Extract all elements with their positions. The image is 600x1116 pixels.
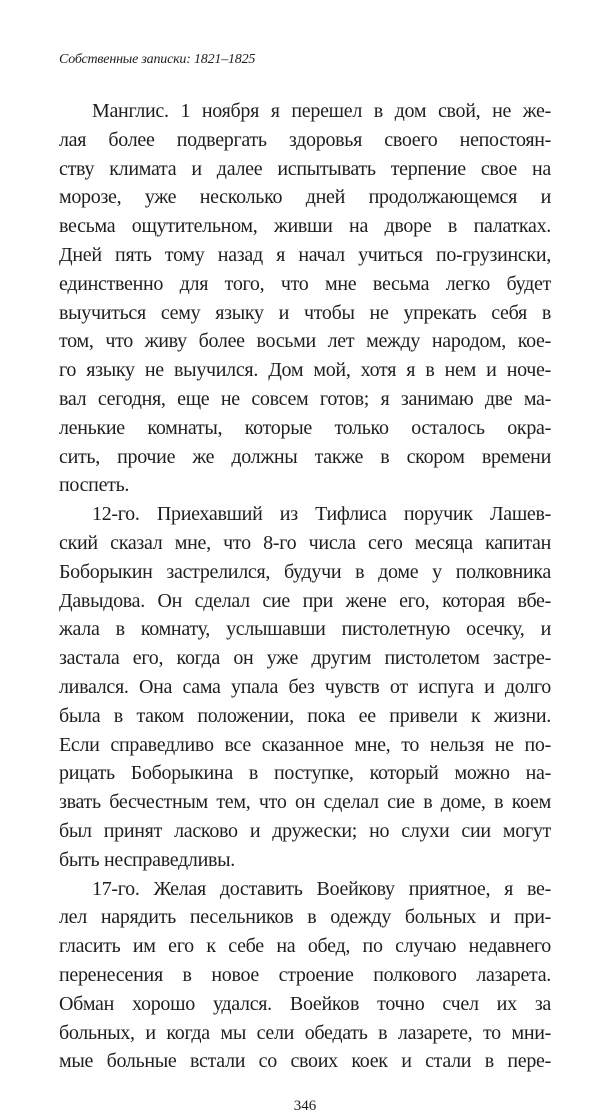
text-line: вал сегодня, еще не совсем готов; я занимаю две ма-	[59, 387, 551, 410]
text-line: был принят ласково и дружески; но слухи сии могут	[59, 819, 551, 842]
text-line: лел нарядить песельников в одежду больных и при-	[59, 906, 551, 929]
text-line: 12-го. Приехавший из Тифлиса поручик Лашев-	[92, 503, 551, 526]
text-line: сить, прочие же должны также в скором времени	[59, 445, 551, 468]
running-header: Собственные записки: 1821–1825	[59, 52, 256, 67]
text-line: Дней пять тому назад я начал учиться по-грузински,	[59, 243, 551, 266]
text-line: звать бесчестным тем, что он сделал сие в доме, в коем	[59, 791, 551, 814]
text-line: поспеть.	[59, 474, 130, 497]
text-line: морозе, уже несколько дней продолжающемся и	[59, 186, 551, 209]
text-line: больных, и когда мы сели обедать в лазарете, то мни-	[59, 1021, 551, 1044]
text-line: застала его, когда он уже другим пистолетом застре-	[59, 647, 551, 670]
text-line: весьма ощутительном, живши на дворе в палатках.	[59, 215, 551, 238]
text-line: лая более подвергать здоровья своего непостоян-	[59, 128, 551, 151]
text-line: была в таком положении, пока ее привели к жизни.	[59, 704, 551, 727]
text-line: ливался. Она сама упала без чувств от испуга и долго	[59, 675, 551, 698]
page-number: 346	[293, 1098, 317, 1115]
text-line: Боборыкин застрелился, будучи в доме у полковника	[59, 560, 551, 583]
text-line: жала в комнату, услышавши пистолетную осечку, и	[59, 618, 551, 641]
text-line: го языку не выучился. Дом мой, хотя я в нем и ноче-	[59, 359, 551, 382]
paragraph	[59, 97, 551, 500]
text-line: Если справедливо все сказанное мне, то нельзя не по-	[59, 733, 551, 756]
text-line: мые больные встали со своих коек и стали в пере-	[59, 1050, 551, 1073]
text-line: Обман хорошо удался. Воейков точно счел их за	[59, 992, 551, 1015]
text-line: Манглис. 1 ноября я перешел в дом свой, не же-	[92, 100, 551, 122]
text-line: перенесения в новое строение полкового лазарета.	[59, 963, 551, 986]
text-line: ский сказал мне, что 8-го числа сего месяца капитан	[59, 531, 551, 554]
text-line: единственно для того, что мне весьма легко будет	[59, 272, 551, 295]
text-line: Давыдова. Он сделал сие при жене его, которая вбе-	[59, 589, 551, 612]
text-line: рицать Боборыкина в поступке, который можно на-	[59, 762, 551, 785]
text-line: быть несправедливы.	[59, 848, 235, 871]
page-body	[59, 97, 551, 1076]
text-line: выучиться сему языку и чтобы не упрекать себя в	[59, 301, 551, 324]
text-line: том, что живу более восьми лет между народом, кое-	[59, 330, 551, 353]
text-line: ству климата и далее испытывать терпение свое на	[59, 157, 551, 180]
text-line: ленькие комнаты, которые только осталось окра-	[59, 416, 551, 439]
paragraph	[59, 875, 551, 1077]
paragraph	[59, 500, 551, 874]
text-line: гласить им его к себе на обед, по случаю недавнего	[59, 935, 551, 958]
text-line: 17-го. Желая доставить Воейкову приятное, я ве-	[92, 877, 551, 900]
